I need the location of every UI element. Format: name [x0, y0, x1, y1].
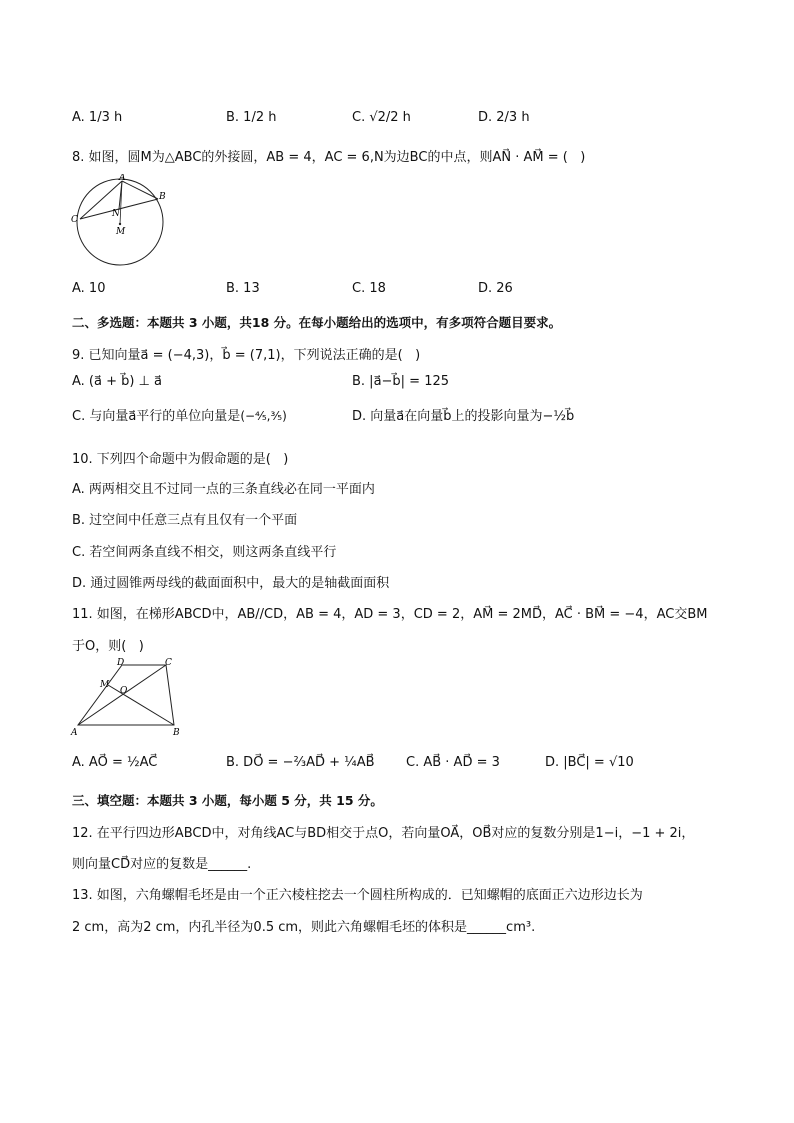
q8-option-d: D. 26 — [478, 281, 513, 296]
label-n: N — [112, 209, 120, 219]
point-m — [119, 223, 121, 225]
q9-option-d: D. 向量a⃗在向量b⃗上的投影向量为−½b⃗ — [352, 409, 575, 424]
label-b: B — [159, 192, 166, 202]
q7-option-d: D. 2/3 h — [478, 110, 530, 125]
label-a: A — [71, 728, 78, 737]
label-d: D — [117, 658, 125, 668]
q11-option-a: A. AO⃗ = ½AC⃗ — [72, 755, 158, 770]
label-a: A — [119, 174, 126, 183]
q13-line2: 2 cm，高为2 cm，内孔半径为0.5 cm，则此六角螺帽毛坯的体积是______cm³. — [72, 920, 536, 935]
q11-option-c: C. AB⃗ · AD⃗ = 3 — [406, 755, 500, 770]
label-c: C — [165, 658, 172, 668]
label-o: O — [120, 686, 128, 696]
q9-option-c-vector: (−⁴⁄₅,³⁄₅) — [240, 409, 287, 423]
q7-option-b: B. 1/2 h — [226, 110, 277, 125]
label-c: C — [71, 215, 78, 225]
q10-option-c: C. 若空间两条直线不相交，则这两条直线平行 — [72, 545, 337, 560]
segment-bm — [108, 685, 174, 725]
q10-option-b: B. 过空间中任意三点有且仅有一个平面 — [72, 513, 298, 528]
q9-option-c — [72, 405, 287, 424]
q8-option-c: C. 18 — [352, 281, 386, 296]
q10-stem: 10. 下列四个命题中为假命题的是( ) — [72, 452, 289, 467]
q11-option-b: B. DO⃗ = −⅔AD⃗ + ¼AB⃗ — [226, 755, 375, 770]
q12-line2: 则向量CD⃗对应的复数是______. — [72, 857, 252, 872]
label-m: M — [100, 680, 110, 690]
q8-stem: 8. 如图，圆M为△ABC的外接圆，AB = 4，AC = 6,N为边BC的中点，则AN⃗ · AM⃗ = ( ) — [72, 150, 586, 165]
q12-line1: 12. 在平行四边形ABCD中，对角线AC与BD相交于点O，若向量OA⃗，OB⃗对应的复数分别是1−i，−1 + 2i， — [72, 826, 695, 841]
q11-option-d: D. |BC⃗| = √10 — [545, 755, 634, 770]
label-b: B — [173, 728, 180, 737]
q9-stem: 9. 已知向量a⃗ = (−4,3)，b⃗ = (7,1)，下列说法正确的是( ) — [72, 348, 421, 363]
section-3-heading: 三、填空题：本题共 3 小题，每小题 5 分，共 15 分。 — [72, 793, 383, 808]
q9-option-b: B. |a⃗−b⃗| = 125 — [352, 374, 450, 389]
label-m: M — [116, 227, 126, 237]
q11-trapezoid-figure — [68, 657, 188, 737]
section-2-heading: 二、多选题：本题共 3 小题，共18 分。在每小题给出的选项中，有多项符合题目要求。 — [72, 315, 562, 330]
q7-option-a: A. 1/3 h — [72, 110, 123, 125]
q8-option-a: A. 10 — [72, 281, 106, 296]
q8-option-b: B. 13 — [226, 281, 260, 296]
q11-stem-line2: 于O，则( ) — [72, 639, 144, 654]
q9-option-c-text: C. 与向量a⃗平行的单位向量是 — [72, 409, 241, 424]
q9-option-a: A. (a⃗ + b⃗) ⊥ a⃗ — [72, 374, 163, 389]
q7-option-c: C. √2/2 h — [352, 110, 411, 125]
q11-stem-line1: 11. 如图，在梯形ABCD中，AB//CD，AB = 4，AD = 3，CD = 2，AM⃗ = 2MD⃗，AC⃗ · BM⃗ = −4，AC交BM — [72, 607, 708, 622]
q13-line1: 13. 如图，六角螺帽毛坯是由一个正六棱柱挖去一个圆柱所构成的．已知螺帽的底面正六边形边长为 — [72, 888, 643, 903]
q8-figure — [70, 174, 170, 268]
q10-option-d: D. 通过圆锥两母线的截面面积中，最大的是轴截面面积 — [72, 576, 390, 591]
q10-option-a: A. 两两相交且不过同一点的三条直线必在同一平面内 — [72, 482, 375, 497]
